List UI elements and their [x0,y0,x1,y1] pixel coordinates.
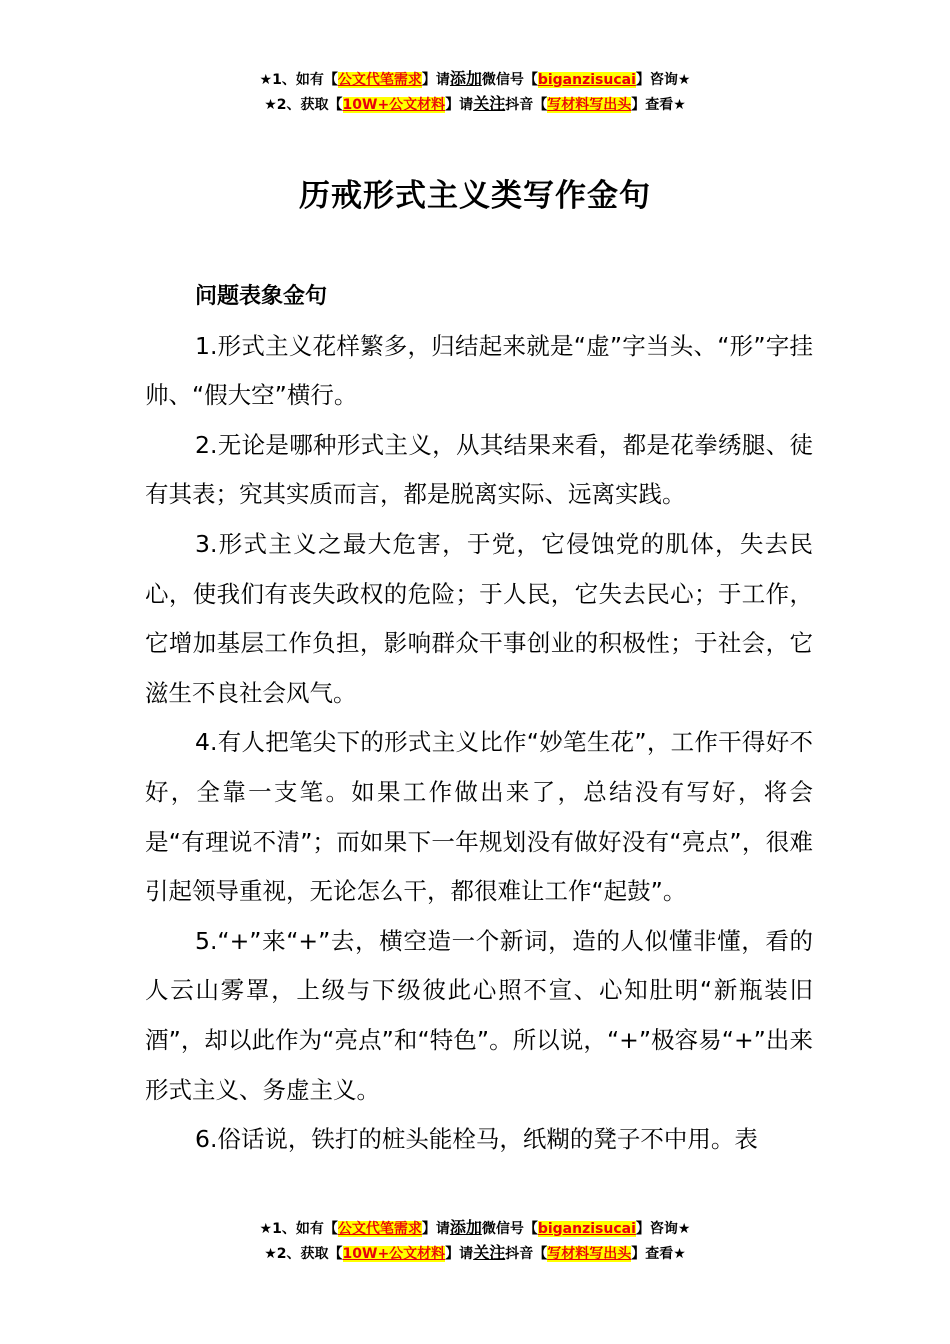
banner-highlight-douyin: 写材料写出头 [547,1246,632,1262]
document-title: 历戒形式主义类写作金句 [299,178,651,214]
banner-text: ★1、如有【 [259,72,338,88]
banner-underline: 添加 [449,69,482,88]
banner-text: 抖音【 [505,1246,548,1262]
paragraph-5: 5.“+”来“+”去，横空造一个新词，造的人似懂非懂，看的人云山雾罩，上级与下级彼此心照不宣、心知肚明“新瓶装旧酒”，却以此作为“亮点”和“特色”。所以说，“+”极容易“+”出来形式主义、务虚主义。 [145,926,813,1104]
banner-text: 】请 [445,1246,474,1262]
section-heading: 问题表象金句 [195,284,328,309]
banner-underline: 关注 [473,1243,506,1262]
banner-text: 】咨询★ [635,72,691,88]
banner-line-1 [0,1216,950,1241]
banner-highlight-wechat: biganzisucai [537,1221,636,1237]
header-banner [0,67,950,117]
paragraph-4: 4.有人把笔尖下的形式主义比作“妙笔生花”，工作干得好不好，全靠一支笔。如果工作做出来了，总结没有写好，将会是“有理说不清”；而如果下一年规划没有做好没有“亮点”，很难引起领导重视，无论怎么干，都很难让工作“起鼓”。 [145,728,813,906]
paragraph-1: 1.形式主义花样繁多，归结起来就是“虚”字当头、“形”字挂帅、“假大空”横行。 [145,331,813,410]
banner-highlight-materials: 10W+公文材料 [342,97,446,113]
banner-line-1 [0,67,950,92]
banner-highlight-service: 公文代笔需求 [337,72,422,88]
banner-highlight-douyin: 写材料写出头 [547,97,632,113]
paragraph-2: 2.无论是哪种形式主义，从其结果来看，都是花拳绣腿、徒有其表；究其实质而言，都是脱离实际、远离实践。 [145,430,813,509]
banner-text: ★2、获取【 [264,97,343,113]
banner-text: ★2、获取【 [264,1246,343,1262]
paragraph-6: 6.俗话说，铁打的桩头能栓马，纸糊的凳子不中用。表 [195,1125,758,1154]
banner-text: 】请 [445,97,474,113]
banner-text: 】查看★ [631,97,686,113]
banner-text: 微信号【 [481,1221,538,1237]
banner-text: 】查看★ [631,1246,686,1262]
banner-line-2 [0,1241,950,1266]
banner-text: 微信号【 [481,72,538,88]
document-body [145,272,813,1165]
banner-line-2 [0,92,950,117]
banner-highlight-service: 公文代笔需求 [337,1221,422,1237]
paragraph-3: 3.形式主义之最大危害，于党，它侵蚀党的肌体，失去民心，使我们有丧失政权的危险；于人民，它失去民心；于工作，它增加基层工作负担，影响群众干事创业的积极性；于社会，它滋生不良社会风气。 [145,529,813,707]
banner-text: ★1、如有【 [259,1221,338,1237]
banner-text: 抖音【 [505,97,548,113]
footer-banner [0,1216,950,1266]
banner-underline: 添加 [449,1218,482,1237]
banner-underline: 关注 [473,94,506,113]
banner-text: 】咨询★ [635,1221,691,1237]
banner-text: 】请 [421,1221,450,1237]
banner-highlight-wechat: biganzisucai [537,72,636,88]
banner-highlight-materials: 10W+公文材料 [342,1246,446,1262]
banner-text: 】请 [421,72,450,88]
